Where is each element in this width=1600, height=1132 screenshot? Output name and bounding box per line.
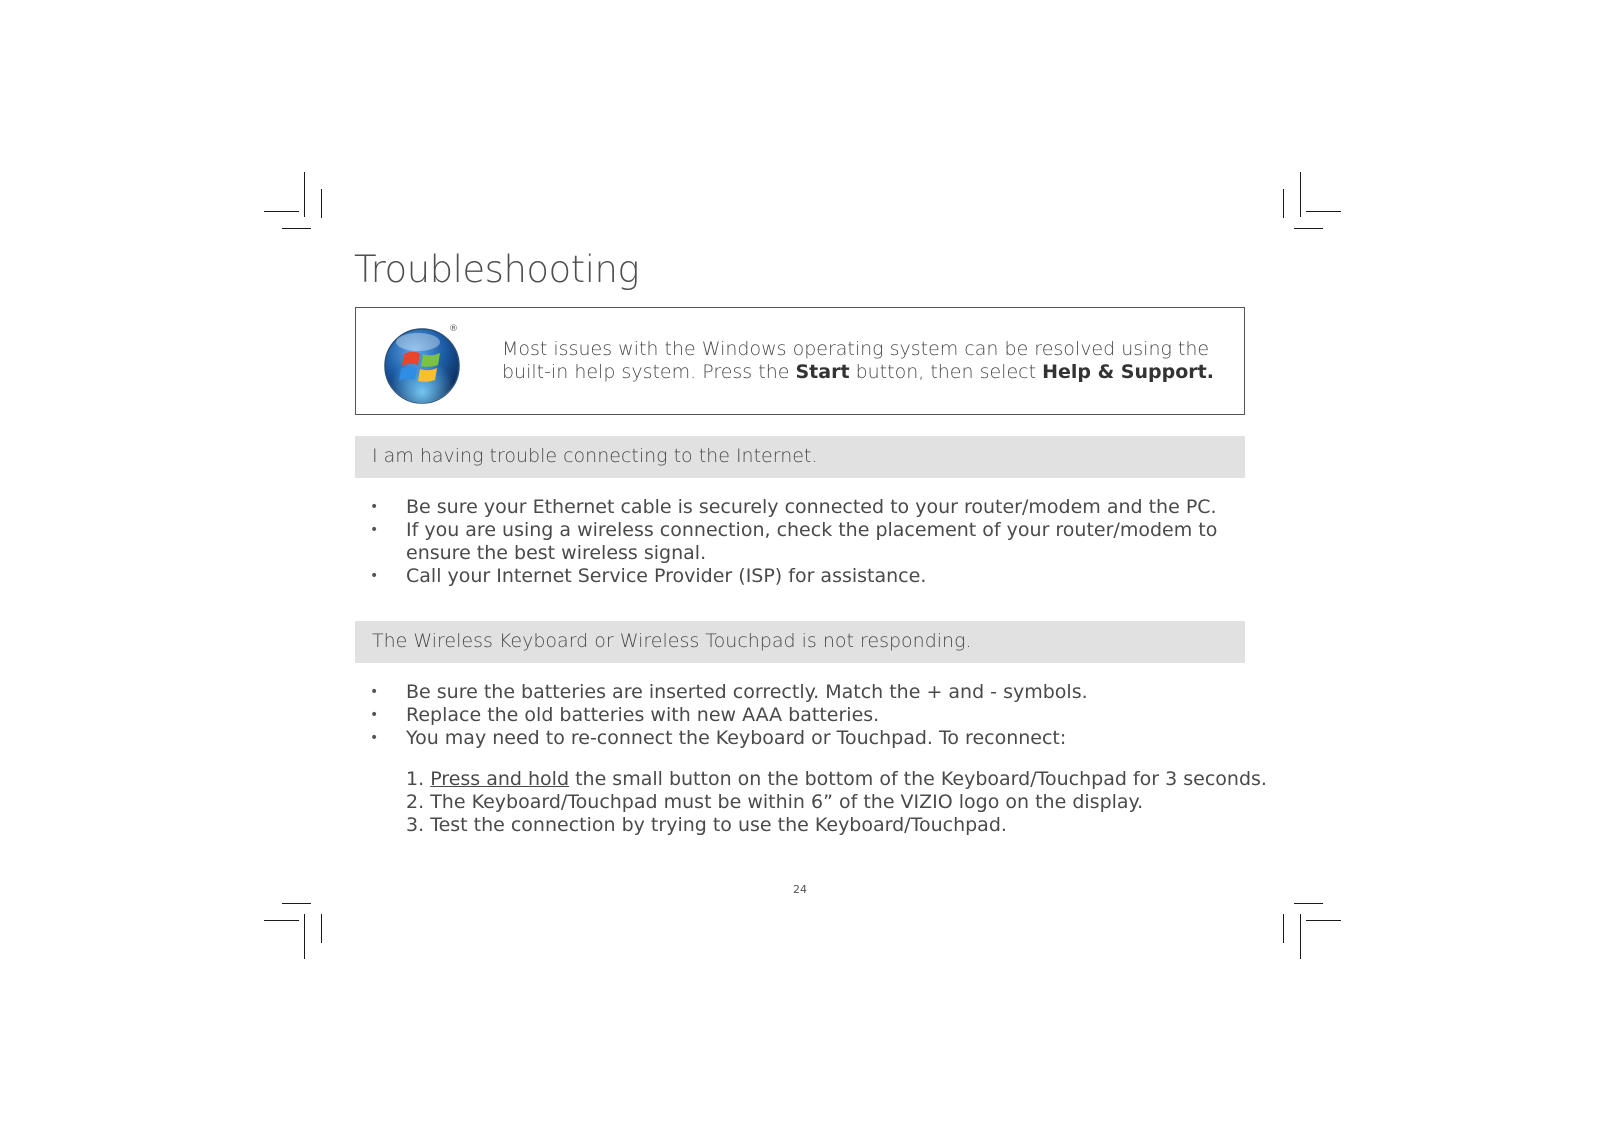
step-text: the small button on the bottom of the Keyboard/Touchpad for 3 seconds. [569, 768, 1267, 790]
bullet-icon: • [370, 730, 379, 746]
step-number: 2. [406, 791, 425, 813]
crop-mark [1306, 211, 1341, 212]
step-text: Test the connection by trying to use the Keyboard/Touchpad. [430, 814, 1007, 836]
crop-mark [304, 914, 305, 959]
section-heading-internet [355, 436, 1245, 478]
crop-mark [1306, 920, 1341, 921]
list-item-text: You may need to re-connect the Keyboard or Touchpad. To reconnect: [406, 727, 1067, 749]
registered-mark: ® [449, 324, 458, 334]
step-number: 3. [406, 814, 425, 836]
list-item [370, 727, 1250, 750]
start-label: Start [795, 361, 850, 383]
crop-mark [1283, 914, 1284, 943]
list-item [370, 681, 1250, 704]
list-item [370, 519, 1250, 542]
bullet-icon: • [370, 568, 379, 584]
crop-mark [1294, 228, 1323, 229]
step-item [406, 791, 1286, 814]
bullet-icon: • [370, 684, 379, 700]
tip-line-2 [502, 361, 1222, 384]
list-item-text: Replace the old batteries with new AAA batteries. [406, 704, 880, 726]
crop-mark [264, 211, 299, 212]
list-item-text: If you are using a wireless connection, check the placement of your router/modem to [406, 519, 1218, 541]
section-heading-text: The Wireless Keyboard or Wireless Touchpad is not responding. [372, 630, 972, 652]
step-item [406, 814, 1286, 837]
list-item-text: ensure the best wireless signal. [406, 542, 707, 564]
list-item-continuation [370, 542, 1250, 565]
tip-line-2-middle: button, then select [849, 361, 1043, 383]
list-item [370, 565, 1250, 588]
tip-line-1: Most issues with the Windows operating system can be resolved using the [502, 338, 1210, 360]
list-item [370, 704, 1250, 727]
crop-mark [264, 920, 299, 921]
step-emphasis: Press and hold [430, 768, 570, 790]
bullet-icon: • [370, 707, 379, 723]
crop-mark [1283, 189, 1284, 218]
list-item-text: Be sure your Ethernet cable is securely connected to your router/modem and the PC. [406, 496, 1217, 518]
section-heading-text: I am having trouble connecting to the Internet. [372, 445, 818, 467]
reconnect-steps-list [406, 768, 1286, 837]
crop-mark [282, 228, 311, 229]
tip-line-2-prefix: built-in help system. Press the [502, 361, 796, 383]
help-support-label: Help & Support. [1042, 361, 1214, 383]
section-heading-wireless [355, 621, 1245, 663]
list-item-text: Be sure the batteries are inserted correctly. Match the + and - symbols. [406, 681, 1088, 703]
wireless-tips-list [370, 681, 1250, 750]
internet-tips-list [370, 496, 1250, 588]
page-number: 24 [793, 883, 807, 896]
crop-mark [321, 189, 322, 218]
tip-text [502, 338, 1222, 384]
crop-mark [1300, 172, 1301, 217]
bullet-icon: • [370, 522, 379, 538]
step-item [406, 768, 1286, 791]
crop-mark [1294, 903, 1323, 904]
crop-mark [304, 172, 305, 217]
bullet-icon: • [370, 499, 379, 515]
step-number: 1. [406, 768, 425, 790]
crop-mark [1300, 914, 1301, 959]
list-item [370, 496, 1250, 519]
windows-help-tip [355, 307, 1245, 415]
page-title: Troubleshooting [354, 248, 640, 291]
step-text: The Keyboard/Touchpad must be within 6” of the VIZIO logo on the display. [430, 791, 1144, 813]
crop-mark [321, 914, 322, 943]
crop-mark [282, 903, 311, 904]
list-item-text: Call your Internet Service Provider (ISP) for assistance. [406, 565, 927, 587]
windows-logo-icon [382, 322, 464, 404]
